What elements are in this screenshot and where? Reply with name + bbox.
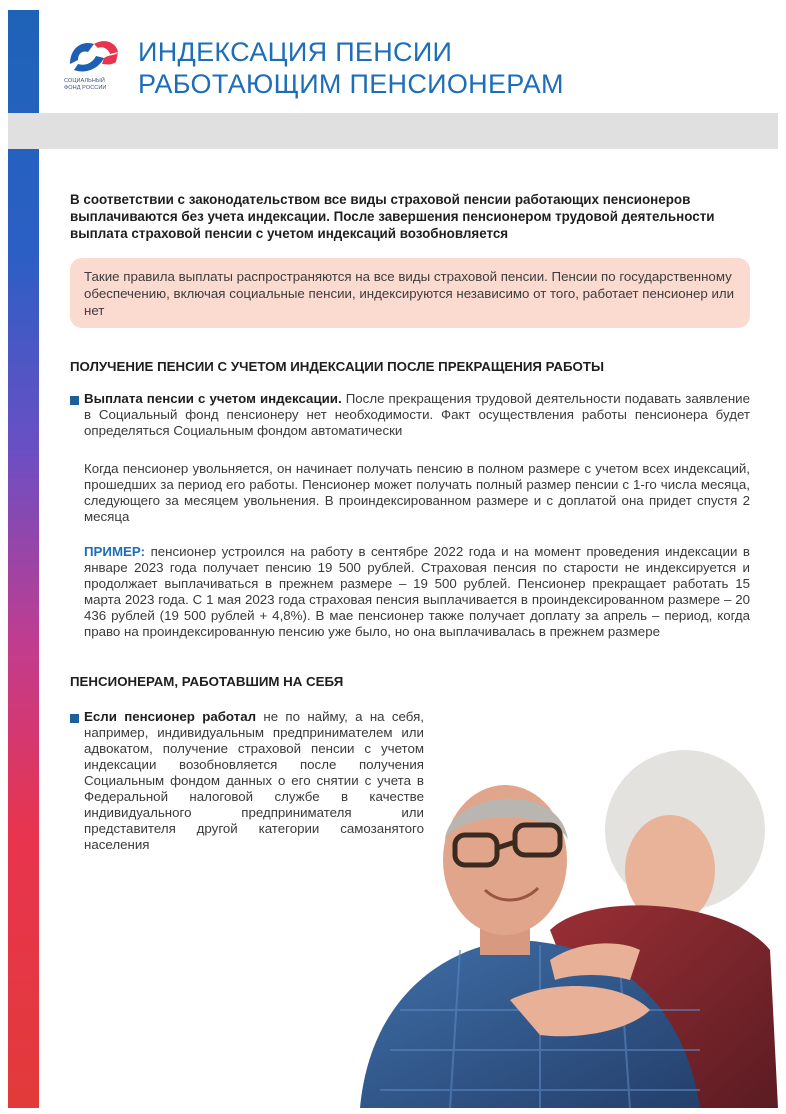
section2-bullet-text: не по найму, а на себя, например, индивидуальным предпринимателем или адвокатом, получение страховой пенсии с учетом индексации возобновляется после получения Социальным фондом данных о его снятии с учета в Федеральной налоговой службе в качестве индивидуального предпринимателя или представителя другой категории самозанятого населения bbox=[84, 709, 424, 852]
example-label: ПРИМЕР: bbox=[84, 544, 146, 559]
section1-heading: ПОЛУЧЕНИЕ ПЕНСИИ С УЧЕТОМ ИНДЕКСАЦИИ ПОСЛЕ ПРЕКРАЩЕНИЯ РАБОТЫ bbox=[70, 359, 605, 374]
section1-bullet-text: После прекращения трудовой деятельности подавать заявление в Социальный фонд пенсионеру нет необходимости. Факт осуществления работы пенсионера будет определяться Социальным фондом автоматически bbox=[84, 391, 750, 438]
section1-bullet-paragraph bbox=[84, 391, 750, 439]
intro-paragraph: В соответствии с законодательством все виды страховой пенсии работающих пенсионеров выплачиваются без учета индексации. После завершения пенсионером трудовой деятельности выплата страховой пенсии с учетом индексаций возобновляется bbox=[70, 192, 715, 241]
page-title bbox=[138, 36, 758, 100]
highlight-callout bbox=[70, 258, 750, 328]
bullet-square-icon bbox=[70, 396, 79, 405]
page-title-line1: ИНДЕКСАЦИЯ ПЕНСИИ bbox=[138, 37, 453, 67]
logo-caption-line2: ФОНД РОССИИ bbox=[64, 85, 107, 91]
logo-caption bbox=[64, 78, 134, 92]
highlight-text: Такие правила выплаты распространяются на все виды страховой пенсии. Пенсии по государственному обеспечению, включая социальные пенсии, индексируются независимо от того, работает пенсионер или нет bbox=[84, 269, 735, 318]
example-text: пенсионер устроился на работу в сентябре 2022 года и на момент проведения индексации в январе 2023 года получает пенсию 19 500 рублей. Страховая пенсия по старости не индексируется и продолжает выплачиваться в прежнем размере – 19 500 рублей. Пенсионер прекращает работать 15 марта 2023 года. С 1 мая 2023 года страховая пенсия выплачивается в проиндексированном размере – 20 436 рублей (19 500 рублей + 4,8%). В мае пенсионер также получает доплату за апрель – период, когда право на проиндексированную пенсию уже было, но она выплачивалась в прежнем размере bbox=[84, 544, 750, 639]
section2-heading: ПЕНСИОНЕРАМ, РАБОТАВШИМ НА СЕБЯ bbox=[70, 674, 344, 689]
example-paragraph bbox=[84, 544, 750, 640]
elderly-couple-photo bbox=[300, 750, 778, 1108]
section2-bullet-lead: Если пенсионер работал bbox=[84, 709, 257, 724]
bullet-square-icon bbox=[70, 714, 79, 723]
section1-paragraph-2: Когда пенсионер увольняется, он начинает получать пенсию в полном размере с учетом всех индексаций, прошедших за период его работы. Пенсионер может получать полный размер пенсии с 1-го числа месяца, следующего за месяцем увольнения. В проиндексированном размере и с доплатой она придет спустя 2 месяца bbox=[84, 461, 750, 524]
logo-caption-line1: СОЦИАЛЬНЫЙ bbox=[64, 78, 105, 84]
gradient-side-bar bbox=[8, 10, 39, 1108]
header-gray-band bbox=[8, 113, 778, 149]
section1-bullet-lead: Выплата пенсии с учетом индексации. bbox=[84, 391, 342, 406]
page-title-line2: РАБОТАЮЩИМ ПЕНСИОНЕРАМ bbox=[138, 69, 564, 99]
